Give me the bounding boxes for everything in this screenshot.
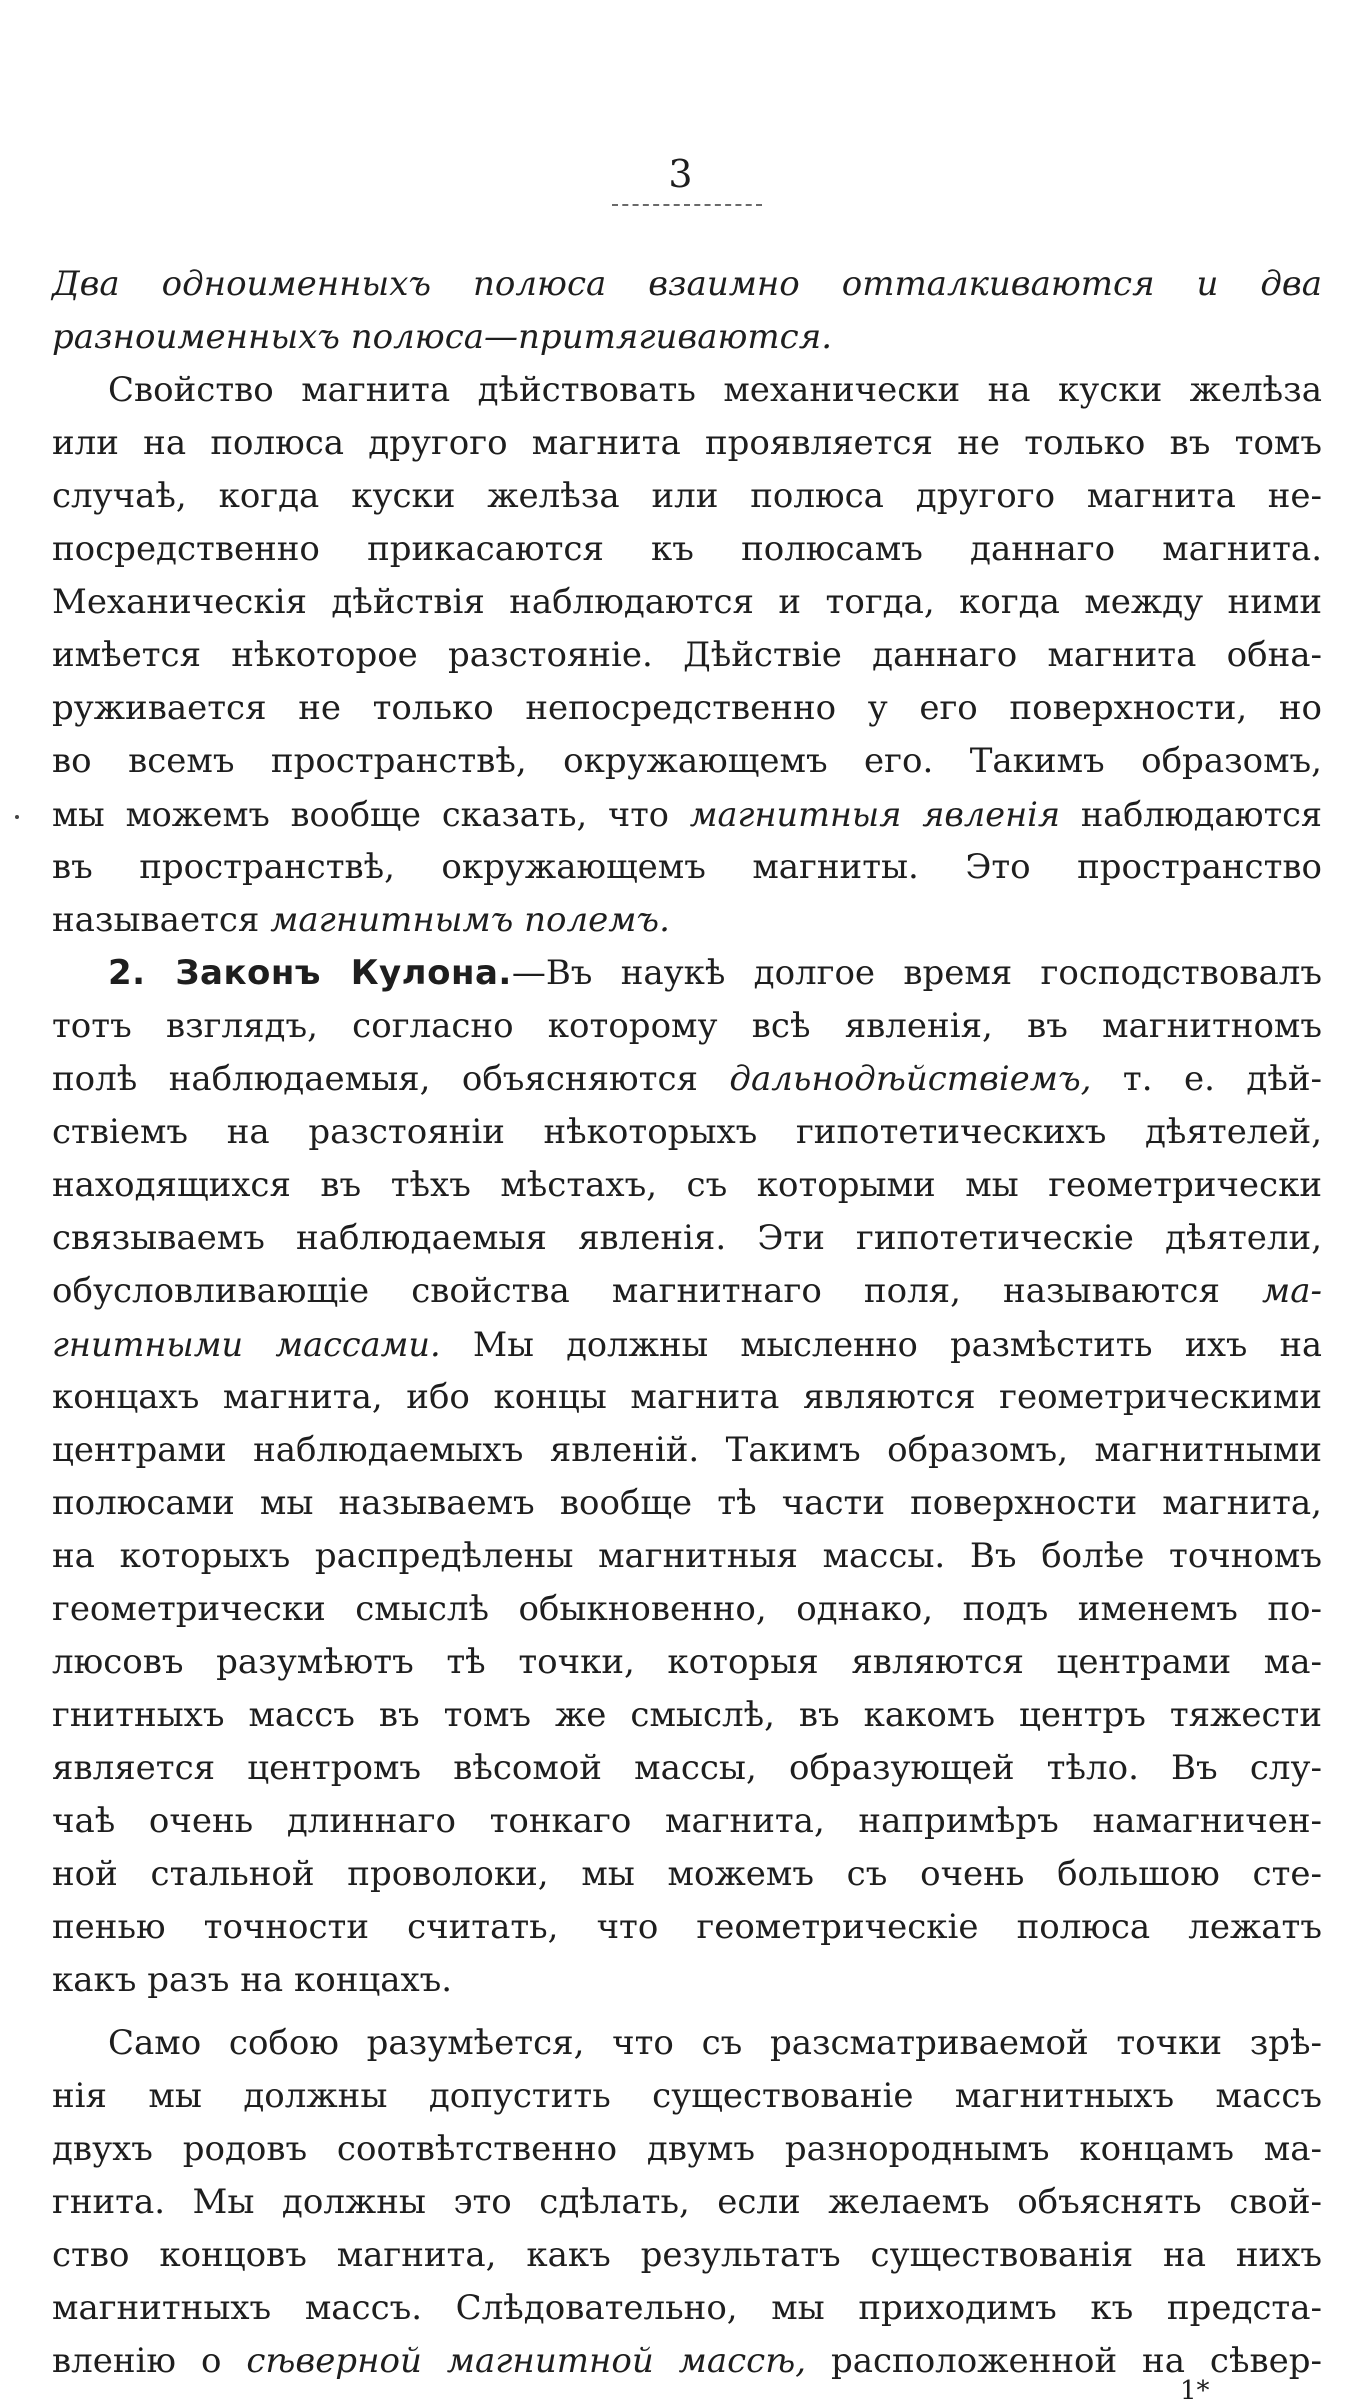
text-line: руживается не только непосредственно у его поверхности, но bbox=[52, 688, 1322, 728]
text-line: нія мы должны допустить существованіе магнитныхъ массъ bbox=[52, 2076, 1322, 2116]
text-line: гнита. Мы должны это сдѣлать, если желаемъ объяснять свой- bbox=[52, 2182, 1322, 2222]
text-line: или на полюса другого магнита проявляется не только въ томъ bbox=[52, 423, 1322, 463]
text-line: случаѣ, когда куски желѣза или полюса другого магнита не- bbox=[52, 476, 1322, 516]
text-line: центрами наблюдаемыхъ явленій. Такимъ образомъ, магнитными bbox=[52, 1430, 1322, 1470]
body-text bbox=[52, 258, 1322, 2388]
text-line: на которыхъ распредѣлены магнитныя массы. Въ болѣе точномъ bbox=[52, 1536, 1322, 1576]
section-coulomb-law bbox=[52, 947, 1322, 2007]
section-heading: 2. Законъ Кулона. bbox=[108, 953, 512, 993]
margin-speck bbox=[15, 815, 19, 819]
text-line bbox=[52, 1318, 1322, 1371]
text-run: полѣ наблюдаемыя, объясняются bbox=[52, 1059, 730, 1099]
text-run: наблюдаются bbox=[1060, 795, 1322, 834]
text-run: вленію о bbox=[52, 2341, 247, 2381]
text-line: магнитныхъ массъ. Слѣдовательно, мы приходимъ къ предста- bbox=[52, 2288, 1322, 2328]
text-line: двухъ родовъ соотвѣтственно двумъ разнороднымъ концамъ ма- bbox=[52, 2129, 1322, 2169]
text-line: тотъ взглядъ, согласно которому всѣ явленія, въ магнитномъ bbox=[52, 1006, 1322, 1046]
text-run: Мы должны мысленно размѣстить ихъ на bbox=[440, 1325, 1322, 1364]
text-line: находящихся въ тѣхъ мѣстахъ, съ которыми мы геометрически bbox=[52, 1165, 1322, 1205]
text-line bbox=[52, 1265, 1322, 1318]
text-line: Механическія дѣйствія наблюдаются и тогда, когда между ними bbox=[52, 582, 1322, 622]
text-line: Два одноименныхъ полюса взаимно отталкиваются и два bbox=[52, 264, 1322, 304]
text-line: ствіемъ на разстояніи нѣкоторыхъ гипотетическихъ дѣятелей, bbox=[52, 1112, 1322, 1152]
text-line: въ пространствѣ, окружающемъ магниты. Это пространство bbox=[52, 847, 1322, 887]
text-line bbox=[52, 1053, 1322, 1106]
text-run: расположенной на сѣвер- bbox=[806, 2341, 1322, 2381]
text-line bbox=[52, 894, 1322, 947]
italic-term: сѣверной магнитной массѣ, bbox=[246, 2341, 807, 2381]
text-line: геометрически смыслѣ обыкновенно, однако, подъ именемъ по- bbox=[52, 1589, 1322, 1629]
text-line: связываемъ наблюдаемыя явленія. Эти гипотетическіе дѣятели, bbox=[52, 1218, 1322, 1258]
paragraph-like-poles bbox=[52, 258, 1322, 364]
italic-term: магнитныя явленія bbox=[689, 795, 1061, 834]
italic-term: дальнодѣйствіемъ, bbox=[729, 1059, 1092, 1099]
paragraph-two-kinds-of-mass bbox=[52, 2017, 1322, 2388]
text-run: называется bbox=[52, 900, 271, 940]
text-line: посредственно прикасаются къ полюсамъ даннаго магнита. bbox=[52, 529, 1322, 569]
text-line: полюсами мы называемъ вообще тѣ части поверхности магнита, bbox=[52, 1483, 1322, 1523]
text-run: мы можемъ вообще сказать, что bbox=[52, 795, 690, 834]
text-run: обусловливающіе свойства магнитнаго поля, называются bbox=[52, 1271, 1263, 1311]
text-line: Свойство магнита дѣйствовать механически на куски желѣза bbox=[108, 370, 1322, 410]
text-line: имѣется нѣкоторое разстояніе. Дѣйствіе даннаго магнита обна- bbox=[52, 635, 1322, 675]
text-line: люсовъ разумѣютъ тѣ точки, которыя являются центрами ма- bbox=[52, 1642, 1322, 1682]
page-number-rule bbox=[612, 204, 762, 206]
text-line: ство концовъ магнита, какъ результатъ существованія на нихъ bbox=[52, 2235, 1322, 2275]
text-run: т. е. дѣй- bbox=[1091, 1059, 1322, 1099]
text-run: —Въ наукѣ долгое время господствовалъ bbox=[511, 953, 1322, 993]
text-line: ной стальной проволоки, мы можемъ съ очень большою сте- bbox=[52, 1854, 1322, 1894]
text-line bbox=[52, 788, 1322, 841]
page-number: 3 bbox=[668, 152, 693, 196]
text-line: чаѣ очень длиннаго тонкаго магнита, напримѣръ намагничен- bbox=[52, 1801, 1322, 1841]
text-line bbox=[52, 947, 1322, 1000]
text-line: гнитныхъ массъ въ томъ же смыслѣ, въ какомъ центръ тяжести bbox=[52, 1695, 1322, 1735]
text-line: разноименныхъ полюса—притягиваются. bbox=[52, 317, 833, 357]
signature-mark: 1* bbox=[1180, 2376, 1210, 2406]
text-line: Само собою разумѣется, что съ разсматриваемой точки зрѣ- bbox=[108, 2023, 1322, 2063]
paragraph-magnetic-field bbox=[52, 364, 1322, 947]
italic-term: ма- bbox=[1262, 1271, 1322, 1311]
text-line: какъ разъ на концахъ. bbox=[52, 1960, 453, 2000]
text-line: концахъ магнита, ибо концы магнита являются геометрическими bbox=[52, 1377, 1322, 1417]
italic-term: гнитными массами. bbox=[52, 1325, 441, 1364]
text-line: пенью точности считать, что геометрическіе полюса лежатъ bbox=[52, 1907, 1322, 1947]
italic-term: магнитнымъ полемъ. bbox=[270, 900, 670, 940]
text-line bbox=[52, 2335, 1322, 2388]
text-line: во всемъ пространствѣ, окружающемъ его. Такимъ образомъ, bbox=[52, 741, 1322, 781]
text-line: является центромъ вѣсомой массы, образующей тѣло. Въ слу- bbox=[52, 1748, 1322, 1788]
